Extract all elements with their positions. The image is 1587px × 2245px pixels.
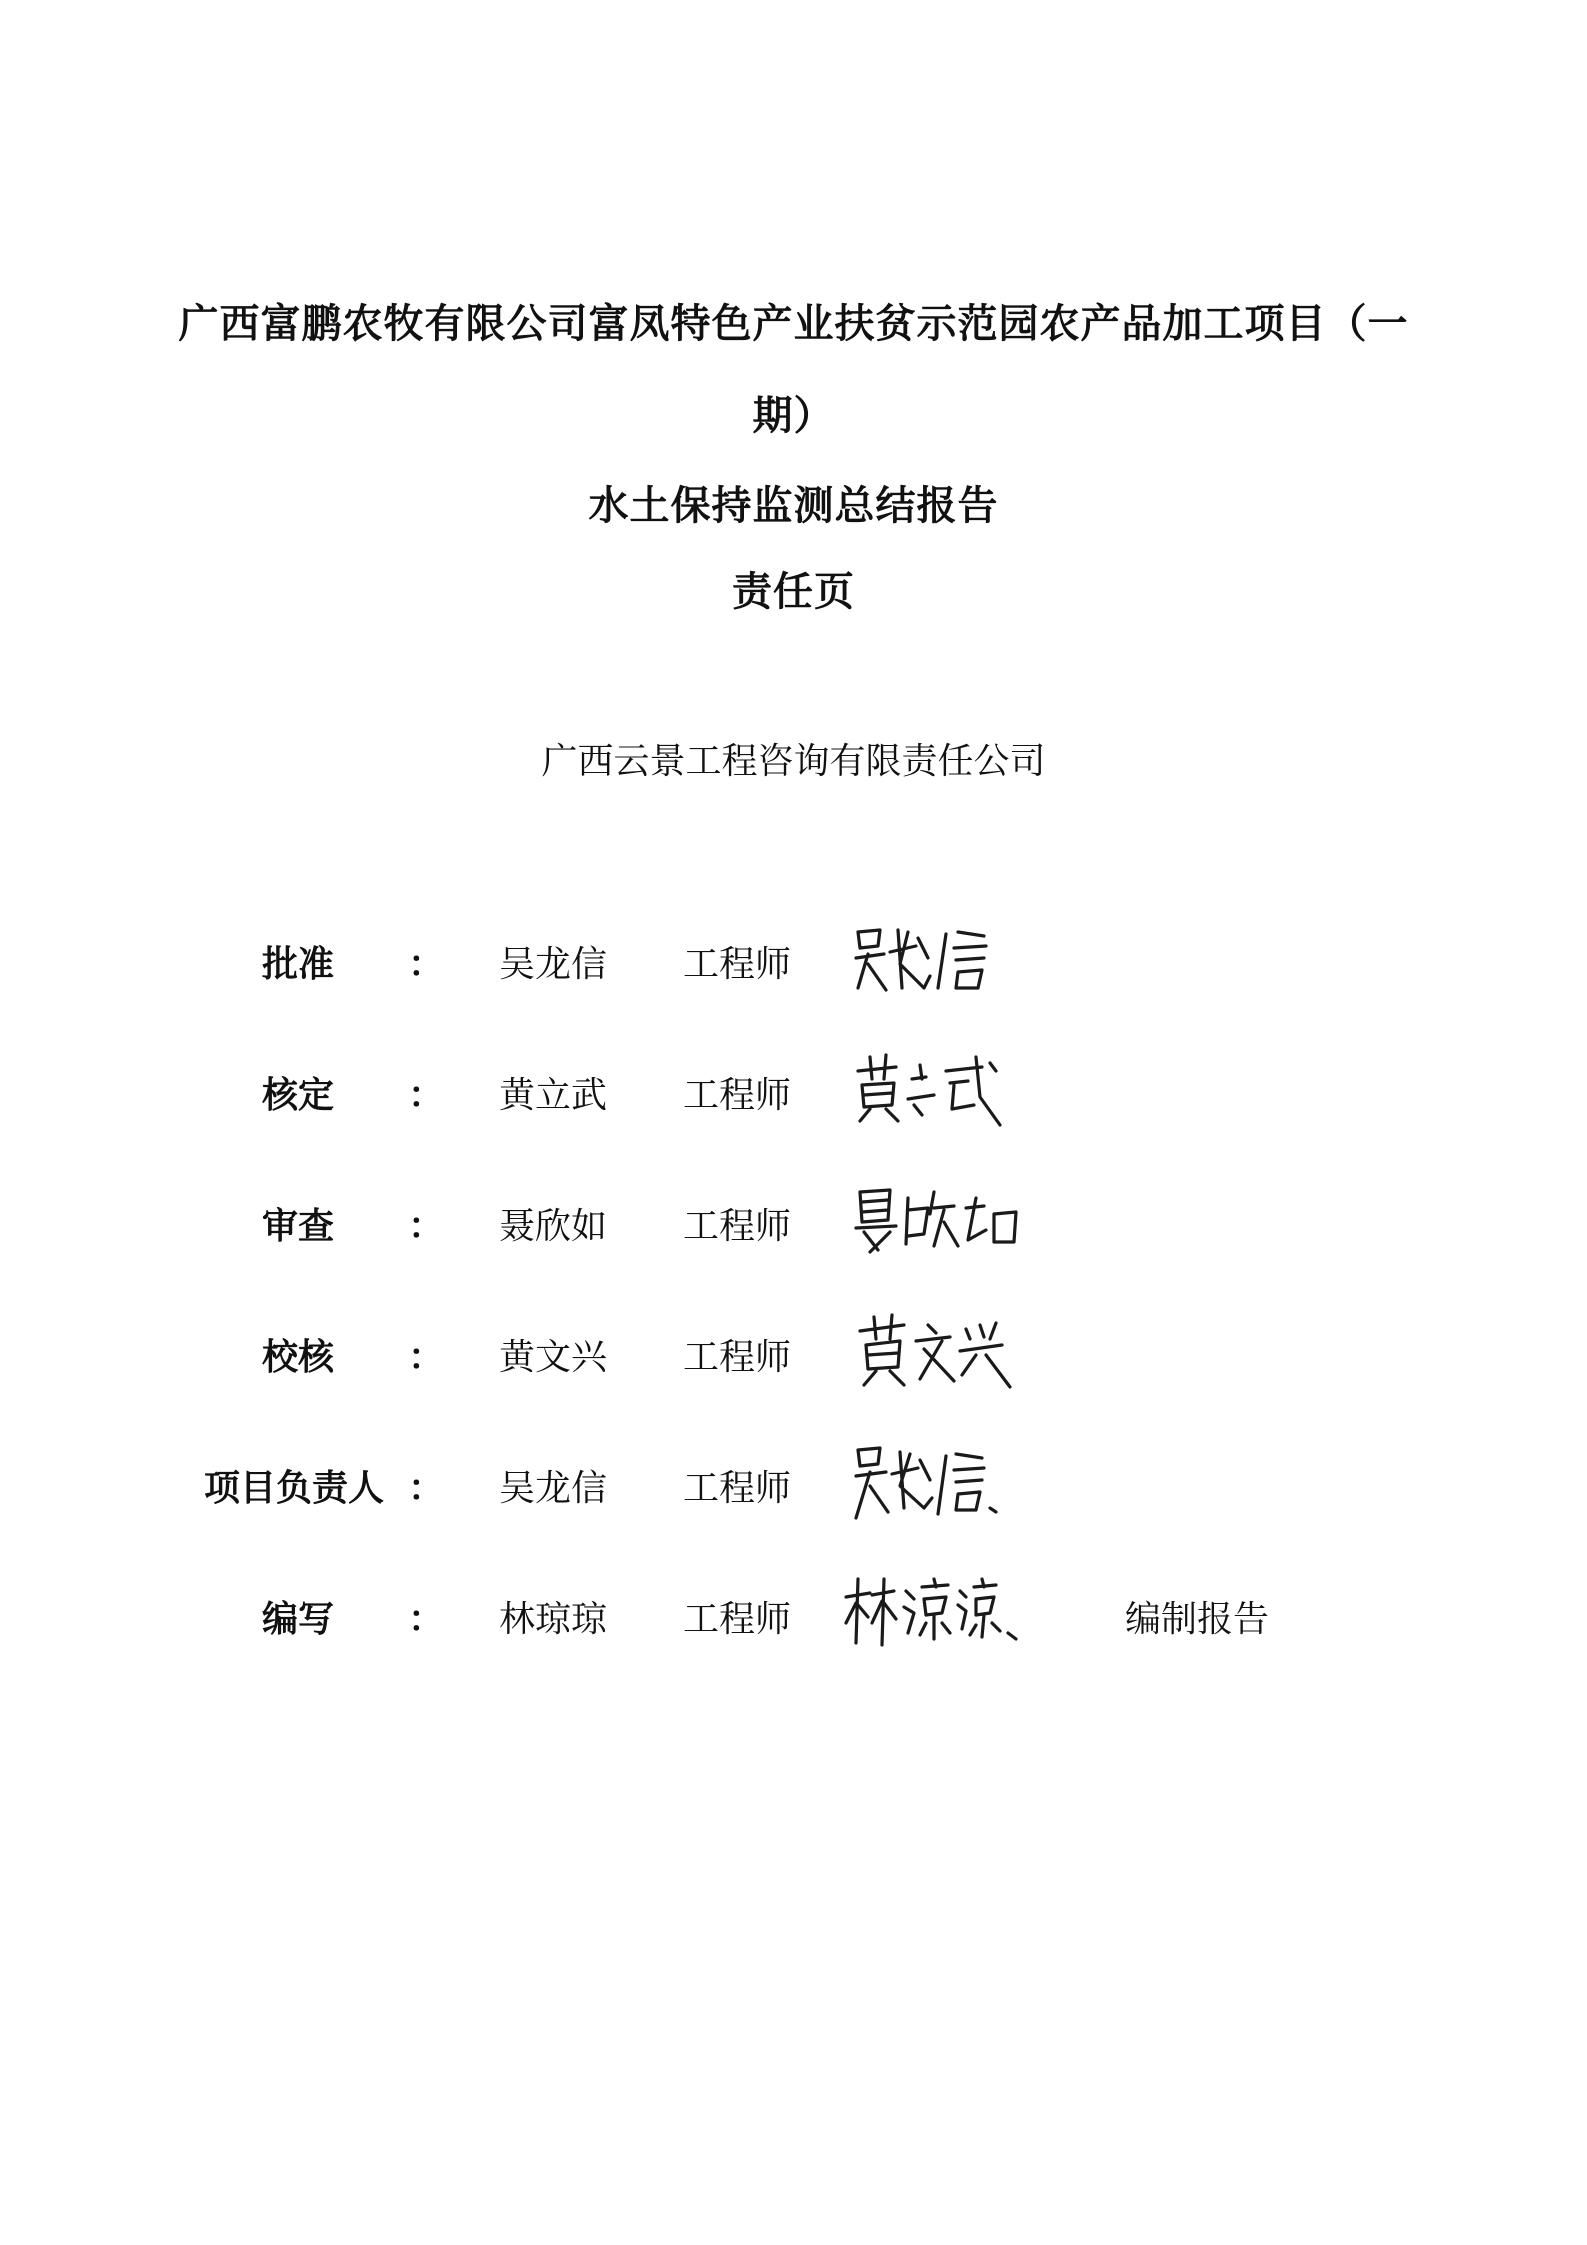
person-name: 黄文兴 (499, 1337, 608, 1378)
role-label: 核定 (262, 1075, 335, 1116)
colon: ： (408, 944, 445, 985)
person-title: 工程师 (683, 1599, 792, 1640)
handwritten-signature (842, 1573, 1022, 1657)
role-label: 校核 (262, 1337, 335, 1378)
handwritten-signature (850, 1049, 1030, 1133)
handwritten-signature (850, 1180, 1030, 1264)
signatory-row-proofreading (0, 1311, 1587, 1391)
page-heading: 责任页 (732, 569, 855, 615)
colon: ： (408, 1337, 445, 1378)
person-title: 工程师 (683, 944, 792, 985)
signatory-row-project-lead (0, 1442, 1587, 1522)
role-label: 批准 (262, 944, 335, 985)
colon: ： (408, 1599, 445, 1640)
signatory-row-author (0, 1573, 1587, 1653)
person-title: 工程师 (683, 1206, 792, 1247)
person-name: 黄立武 (499, 1075, 608, 1116)
role-label: 项目负责人 (204, 1468, 385, 1509)
company-name: 广西云景工程咨询有限责任公司 (541, 741, 1046, 782)
person-title: 工程师 (683, 1075, 792, 1116)
person-name: 聂欣如 (499, 1206, 608, 1247)
role-note: 编制报告 (1125, 1599, 1270, 1640)
signatory-row-approval (0, 918, 1587, 998)
handwritten-signature (850, 918, 1030, 1002)
person-title: 工程师 (683, 1337, 792, 1378)
person-title: 工程师 (683, 1468, 792, 1509)
signatory-row-review (0, 1180, 1587, 1260)
document-title-line-2: 期） (752, 393, 835, 439)
report-subtitle: 水土保持监测总结报告 (588, 483, 999, 529)
person-name: 吴龙信 (499, 944, 608, 985)
colon: ： (408, 1206, 445, 1247)
handwritten-signature (850, 1442, 1030, 1526)
document-title-line-1: 广西富鹏农牧有限公司富凤特色产业扶贫示范园农产品加工项目（一 (178, 301, 1409, 347)
colon: ： (408, 1468, 445, 1509)
person-name: 林琼琼 (499, 1599, 608, 1640)
signatory-row-verification (0, 1049, 1587, 1129)
person-name: 吴龙信 (499, 1468, 608, 1509)
role-label: 编写 (262, 1599, 335, 1640)
handwritten-signature (850, 1311, 1030, 1395)
role-label: 审查 (262, 1206, 335, 1247)
colon: ： (408, 1075, 445, 1116)
